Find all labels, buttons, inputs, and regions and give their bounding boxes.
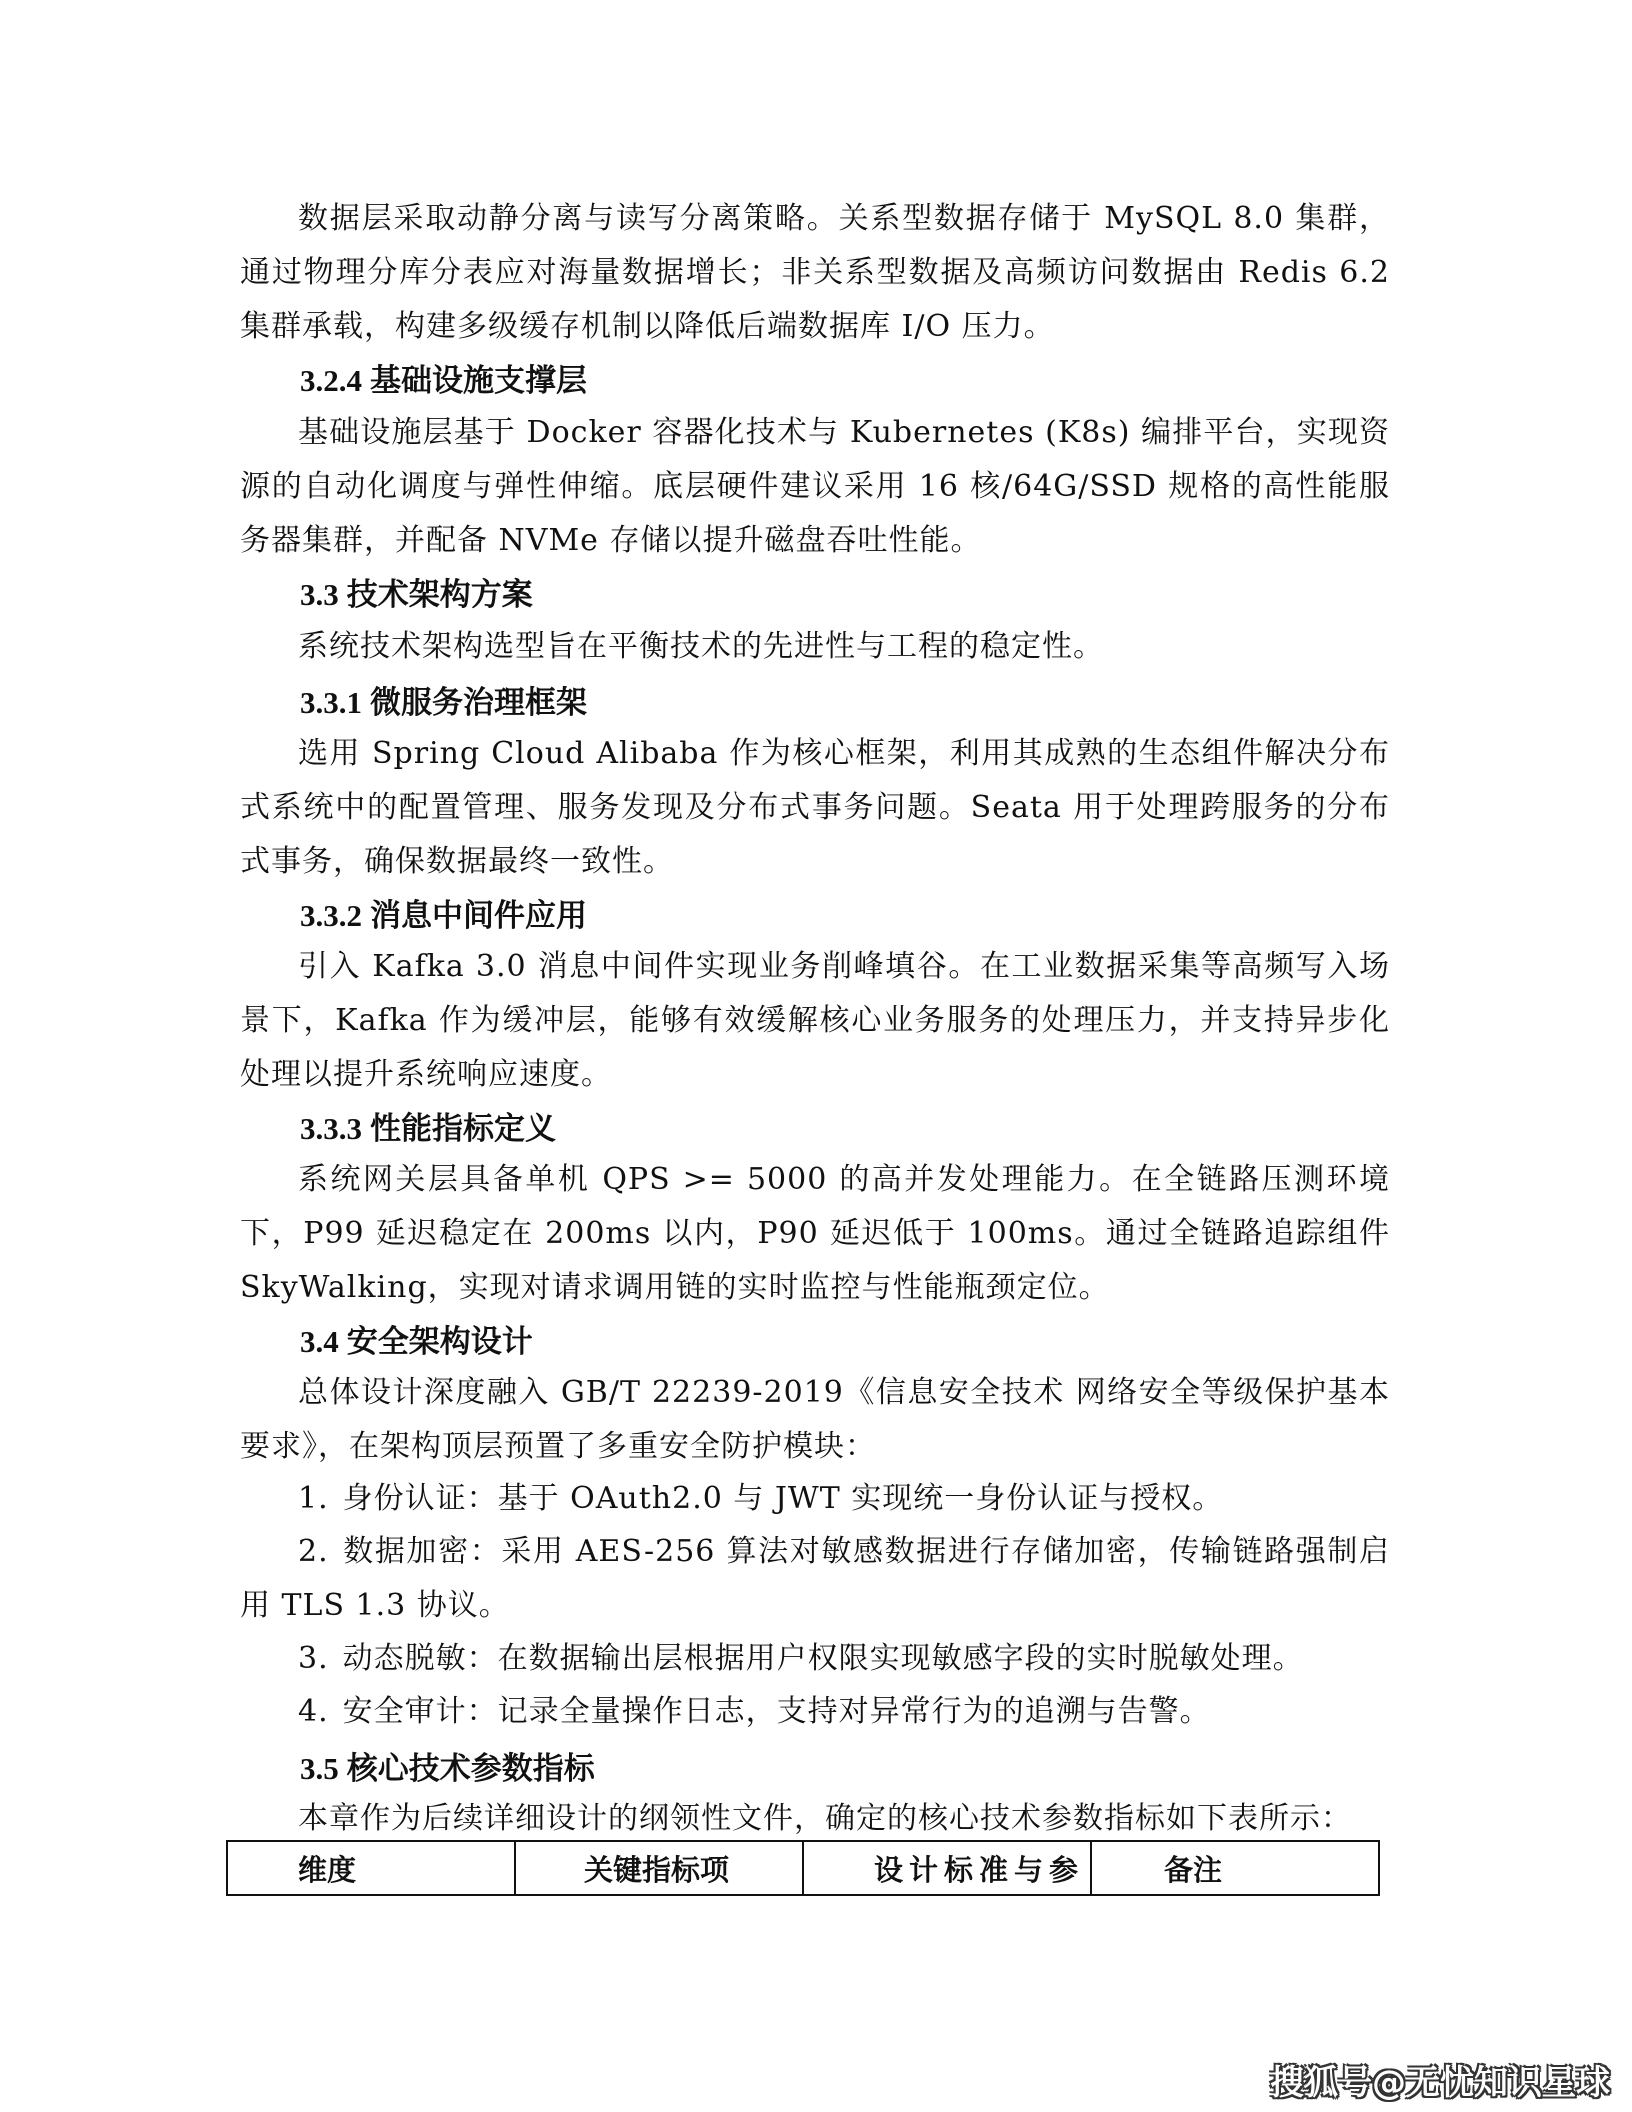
heading-text: 微服务治理框架: [370, 685, 587, 720]
column-header-design-standard: 设计标准与参: [803, 1841, 1091, 1895]
list-text: 动态脱敏：在数据输出层根据用户权限实现敏感字段的实时脱敏处理。: [342, 1641, 1304, 1676]
list-text: 数据加密：采用 AES-256 算法对敏感数据进行存储加密，传输链路强制启用 TLS 1.3 协议。: [240, 1534, 1390, 1623]
watermark: 搜狐号@无忧知识星球: [1270, 2063, 1610, 2103]
paragraph-performance: 系统网关层具备单机 QPS >= 5000 的高并发处理能力。在全链路压测环境下，P99 延迟稳定在 200ms 以内，P90 延迟低于 100ms。通过全链路追踪组件 SkyWalking，实现对请求调用链的实时监控与性能瓶颈定位。: [240, 1162, 1390, 1305]
heading-3-3-2: [300, 896, 587, 936]
heading-text: 安全架构设计: [346, 1324, 533, 1359]
heading-text: 核心技术参数指标: [346, 1751, 595, 1786]
heading-number: 3.3: [300, 577, 339, 612]
heading-text: 性能指标定义: [370, 1111, 556, 1146]
column-header-dimension: 维度: [227, 1841, 515, 1895]
paragraph-data-layer: 数据层采取动静分离与读写分离策略。关系型数据存储于 MySQL 8.0 集群，通过物理分库分表应对海量数据增长；非关系型数据及高频访问数据由 Redis 6.2 集群承载，构建多级缓存机制以降低后端数据库 I/O 压力。: [240, 201, 1390, 344]
list-text: 安全审计：记录全量操作日志，支持对异常行为的追溯与告警。: [342, 1694, 1211, 1729]
heading-number: 3.4: [300, 1324, 339, 1359]
paragraph-table-intro: 本章作为后续详细设计的纲领性文件，确定的核心技术参数指标如下表所示：: [298, 1801, 1352, 1836]
heading-number: 3.3.2: [300, 898, 362, 933]
heading-3-3-3: [300, 1109, 556, 1149]
parameters-table: [226, 1840, 1380, 1896]
paragraph-messaging: 引入 Kafka 3.0 消息中间件实现业务削峰填谷。在工业数据采集等高频写入场景下，Kafka 作为缓冲层，能够有效缓解核心业务服务的处理压力，并支持异步化处理以提升系统响应速度。: [240, 949, 1390, 1092]
column-header-remarks: 备注: [1091, 1841, 1379, 1895]
heading-3-3: [300, 575, 533, 615]
list-number: 1.: [298, 1481, 329, 1516]
list-item: [240, 1472, 1390, 1526]
paragraph-microservice: 选用 Spring Cloud Alibaba 作为核心框架，利用其成熟的生态组件解决分布式系统中的配置管理、服务发现及分布式事务问题。Seata 用于处理跨服务的分布式事务，确保数据最终一致性。: [240, 736, 1390, 879]
table-header-row: [227, 1841, 1379, 1895]
heading-3-4: [300, 1322, 533, 1362]
paragraph-security: 总体设计深度融入 GB/T 22239-2019《信息安全技术 网络安全等级保护基本要求》，在架构顶层预置了多重安全防护模块：: [240, 1375, 1390, 1464]
heading-number: 3.2.4: [300, 363, 362, 398]
heading-3-2-4: [300, 361, 587, 401]
heading-3-3-1: [300, 683, 587, 723]
paragraph-architecture-intro: 系统技术架构选型旨在平衡技术的先进性与工程的稳定性。: [298, 629, 1104, 664]
list-item: [240, 1632, 1390, 1686]
list-item: [240, 1525, 1390, 1633]
list-item: [240, 1685, 1390, 1739]
column-header-key-metric: 关键指标项: [515, 1841, 803, 1895]
heading-number: 3.3.3: [300, 1111, 362, 1146]
heading-3-5: [300, 1749, 595, 1789]
list-number: 3.: [298, 1641, 329, 1676]
list-number: 4.: [298, 1694, 329, 1729]
heading-text: 消息中间件应用: [370, 898, 587, 933]
heading-number: 3.5: [300, 1751, 339, 1786]
paragraph-infrastructure: 基础设施层基于 Docker 容器化技术与 Kubernetes (K8s) 编排平台，实现资源的自动化调度与弹性伸缩。底层硬件建议采用 16 核/64G/SSD 规格的高性能服务器集群，并配备 NVMe 存储以提升磁盘吞吐性能。: [240, 415, 1390, 558]
list-number: 2.: [298, 1534, 329, 1569]
heading-number: 3.3.1: [300, 685, 362, 720]
list-text: 身份认证：基于 OAuth2.0 与 JWT 实现统一身份认证与授权。: [342, 1481, 1224, 1516]
heading-text: 基础设施支撑层: [370, 363, 587, 398]
heading-text: 技术架构方案: [346, 577, 533, 612]
